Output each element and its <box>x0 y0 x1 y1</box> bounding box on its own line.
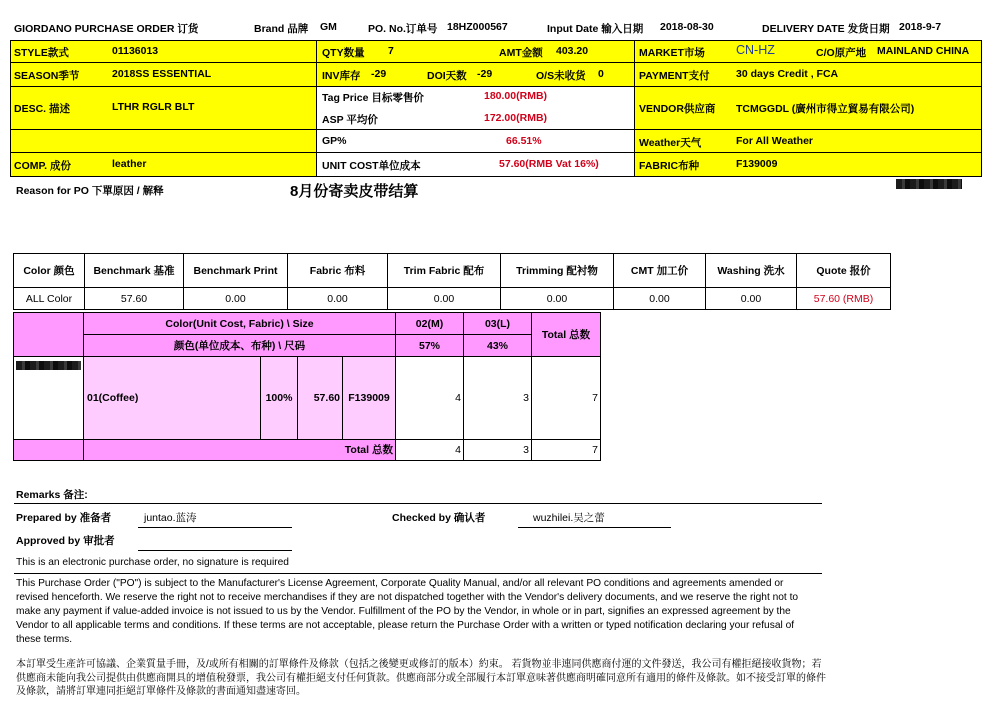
grid-line <box>10 129 981 130</box>
grid-line <box>10 40 981 41</box>
grid-line <box>634 40 635 177</box>
total-row-corner <box>13 439 84 461</box>
tag-price-value: 180.00(RMB) <box>484 90 548 102</box>
prepared-value: juntao.蓝涛 <box>144 512 197 524</box>
comp-value: leather <box>112 158 147 170</box>
terms-english: This Purchase Order ("PO") is subject to the Manufacturer's License Agreement, Corporate Quality Manual, and/or all relevant PO conditions and agreements amended or revised henceforth. We reserve the right not to receive merchandises if they are not dispatched together with the Vendor's delivery documents, and we reserve the right not to make any payment if value-added invoice is not issued to us by the Vendor. Fulfillment of the PO by the Vendor, in whole or in part, signifies an expressed agreement by the Vendor to all applicable terms and conditions. If these terms are not acceptable, please return the Purchase Order with a written or typed notification declaring your refusal of these terms. <box>16 578 799 645</box>
vendor-label: VENDOR供应商 <box>639 103 716 115</box>
gp-value: 66.51% <box>506 135 542 147</box>
cost-cell: 57.60 <box>84 287 184 310</box>
asp-value: 172.00(RMB) <box>484 112 548 124</box>
asp-label: ASP 平均价 <box>322 114 378 126</box>
qty-value: 7 <box>388 45 394 57</box>
cost-header: Color 颜色 <box>13 253 85 288</box>
payment-value: 30 days Credit , FCA <box>736 68 839 80</box>
cost-cell: 0.00 <box>705 287 797 310</box>
cost-cell: 0.00 <box>613 287 706 310</box>
delivery-date-value: 2018-9-7 <box>899 21 942 33</box>
doi-label: DOI天数 <box>427 70 467 82</box>
market-label: MARKET市场 <box>639 47 705 59</box>
checked-value: wuzhilei.吴之蕾 <box>533 512 605 524</box>
input-date-label: Input Date 输入日期 <box>547 23 644 35</box>
cost-header: Trim Fabric 配布 <box>387 253 501 288</box>
signature-line <box>138 527 292 528</box>
tag-price-label: Tag Price 目标零售价 <box>322 92 424 104</box>
os-value: 0 <box>598 68 604 80</box>
belt-image <box>16 361 81 370</box>
size-total-header: Total 总数 <box>531 312 601 357</box>
belt-image <box>896 179 962 189</box>
electronic-note: This is an electronic purchase order, no signature is required <box>16 557 289 568</box>
vendor-value: TCMGGDL (廣州市得立貿易有限公司) <box>736 103 915 115</box>
doi-value: -29 <box>477 68 493 80</box>
color-percent: 100% <box>260 356 298 440</box>
weather-label: Weather天气 <box>639 137 702 149</box>
grid-line <box>10 86 981 87</box>
divider <box>14 573 822 574</box>
grid-line <box>981 40 982 177</box>
cost-header: Washing 洗水 <box>705 253 797 288</box>
po-number-label: PO. No.订单号 <box>368 23 438 35</box>
reason-value: 8月份寄卖皮带结算 <box>290 183 419 200</box>
size-ratio: 57% <box>395 334 464 357</box>
input-date-value: 2018-08-30 <box>660 21 714 33</box>
inv-value: -29 <box>371 68 387 80</box>
grid-line <box>10 62 981 63</box>
reason-label: Reason for PO 下單原因 / 解释 <box>16 185 164 197</box>
cost-cell: 0.00 <box>287 287 388 310</box>
color-fabric: F139009 <box>342 356 396 440</box>
signature-line <box>518 527 671 528</box>
color-name: 01(Coffee) <box>83 356 261 440</box>
grid-line <box>10 176 981 177</box>
total-size-qty: 4 <box>395 439 464 461</box>
grid-line <box>316 40 317 177</box>
amt-label: AMT金额 <box>499 47 543 59</box>
color-total: 7 <box>531 356 601 440</box>
signature-line <box>138 550 292 551</box>
unit-cost-value: 57.60(RMB Vat 16%) <box>499 158 599 170</box>
size-name: 03(L) <box>463 312 532 335</box>
comp-label: COMP. 成份 <box>14 160 71 172</box>
brand-label: Brand 品牌 <box>254 23 309 35</box>
payment-label: PAYMENT支付 <box>639 70 710 82</box>
amt-value: 403.20 <box>556 45 589 57</box>
po-title: GIORDANO PURCHASE ORDER 订货 <box>14 23 199 35</box>
size-name: 02(M) <box>395 312 464 335</box>
grid-line <box>10 152 981 153</box>
size-header-en: Color(Unit Cost, Fabric) \ Size <box>83 312 396 335</box>
po-number-value: 18HZ000567 <box>447 21 508 33</box>
grid-line <box>10 40 11 177</box>
delivery-date-label: DELIVERY DATE 发货日期 <box>762 23 890 35</box>
brand-value: GM <box>320 21 337 33</box>
fabric-value: F139009 <box>736 158 778 170</box>
cost-cell: 0.00 <box>500 287 614 310</box>
style-value: 01136013 <box>112 45 159 57</box>
checked-label: Checked by 确认者 <box>392 512 486 524</box>
desc-value: LTHR RGLR BLT <box>112 101 195 113</box>
color-image-cell <box>13 356 84 440</box>
cost-header: Fabric 布料 <box>287 253 388 288</box>
weather-value: For All Weather <box>736 135 814 147</box>
cost-header: CMT 加工价 <box>613 253 706 288</box>
divider <box>14 503 822 504</box>
desc-label: DESC. 描述 <box>14 103 71 115</box>
size-qty: 4 <box>395 356 464 440</box>
total-row-label: Total 总数 <box>83 439 396 461</box>
size-corner-cell <box>13 312 84 357</box>
gp-label: GP% <box>322 135 347 147</box>
total-size-qty: 3 <box>463 439 532 461</box>
origin-value: MAINLAND CHINA <box>877 45 970 57</box>
season-value: 2018SS ESSENTIAL <box>112 68 212 80</box>
cost-header: Quote 报价 <box>796 253 891 288</box>
terms-chinese: 本訂單受生產許可協議、企業質量手冊，及/或所有相關的訂單條件及條款（包括之後變更或修訂的版本）約束。 若貨物並非連同供應商付運的文件發送，我公司有權拒絕接收貨物；若供應商未能向我公司提供由供應商開具的增值稅發票，我公司有權拒絕支付任何貨款。供應商部分或全部履行本訂單意味著供應商明確同意所有適用的條件及條款。如不接受訂單的條件及條款，請將訂單連同拒絕訂單條件及條款的書面通知盡速寄回。 <box>16 659 826 697</box>
origin-label: C/O原产地 <box>816 47 867 59</box>
cost-header: Benchmark Print <box>183 253 288 288</box>
cost-header: Benchmark 基准 <box>84 253 184 288</box>
cost-header: Trimming 配衬物 <box>500 253 614 288</box>
fabric-label: FABRIC布种 <box>639 160 700 172</box>
cost-cell: 0.00 <box>183 287 288 310</box>
style-label: STYLE款式 <box>14 47 69 59</box>
market-value: CN-HZ <box>736 43 775 57</box>
size-header-cn: 颜色(单位成本、布种) \ 尺码 <box>83 334 396 357</box>
size-ratio: 43% <box>463 334 532 357</box>
grand-total: 7 <box>531 439 601 461</box>
unit-cost-label: UNIT COST单位成本 <box>322 160 421 172</box>
season-label: SEASON季节 <box>14 70 80 82</box>
quote-cell: 57.60 (RMB) <box>796 287 891 310</box>
inv-label: INV库存 <box>322 70 361 82</box>
cost-cell: ALL Color <box>13 287 85 310</box>
cost-cell: 0.00 <box>387 287 501 310</box>
prepared-label: Prepared by 准备者 <box>16 512 112 524</box>
approved-label: Approved by 审批者 <box>16 535 115 547</box>
qty-label: QTY数量 <box>322 47 365 59</box>
color-cost: 57.60 <box>297 356 343 440</box>
remarks-label: Remarks 备注: <box>16 489 88 501</box>
size-qty: 3 <box>463 356 532 440</box>
os-label: O/S未收货 <box>536 70 586 82</box>
